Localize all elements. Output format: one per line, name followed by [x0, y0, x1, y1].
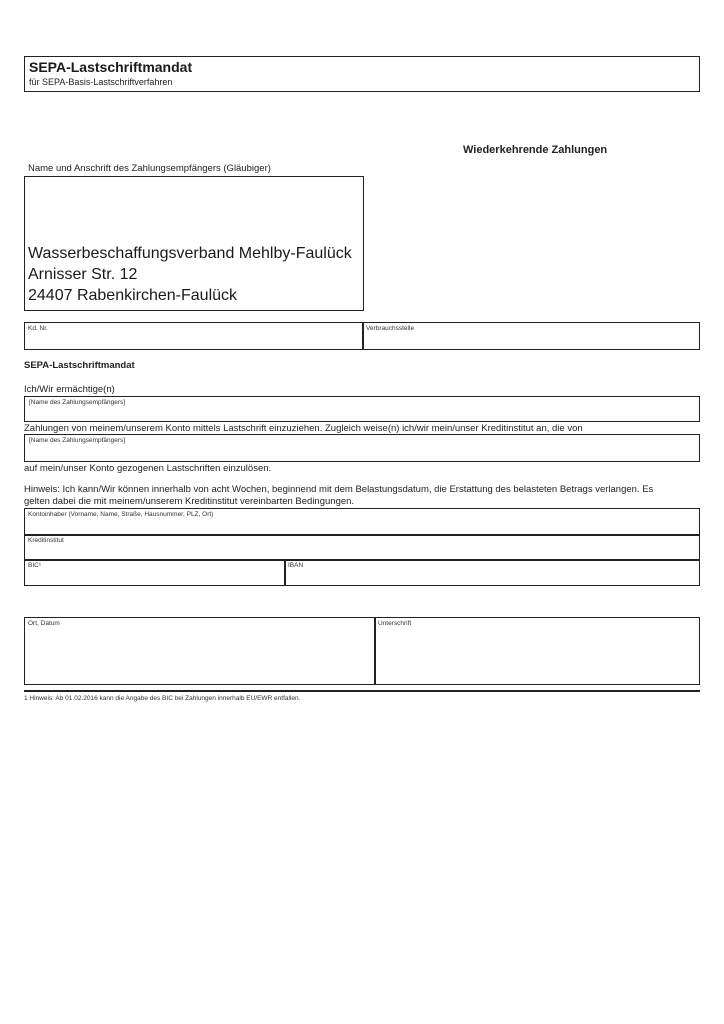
authorize-text: Ich/Wir ermächtige(n) — [24, 384, 115, 395]
consumption-point-field[interactable] — [362, 322, 700, 350]
creditor-name: Wasserbeschaffungsverband Mehlby-Faulück — [28, 245, 352, 262]
mandate-heading: SEPA-Lastschriftmandat — [24, 360, 135, 371]
customer-number-label: Kd. Nr. — [28, 325, 48, 332]
payment-type: Wiederkehrende Zahlungen — [463, 144, 608, 156]
notice-line-2: gelten dabei die mit meinem/unserem Kreditinstitut vereinbarten Bedingungen. — [24, 496, 355, 507]
creditor-label: Name und Anschrift des Zahlungsempfängers (Gläubiger) — [28, 163, 271, 174]
form-subtitle: für SEPA-Basis-Lastschriftverfahren — [29, 77, 173, 87]
account-holder-label: Kontoinhaber (Vorname, Name, Straße, Hausnummer, PLZ, Ort) — [28, 511, 214, 518]
iban-label: IBAN — [288, 562, 304, 569]
account-holder-field[interactable] — [24, 508, 700, 536]
footnote: 1 Hinweis: Ab 01.02.2016 kann die Angabe des BIC bei Zahlungen innerhalb EU/EWR entfallen. — [24, 695, 301, 702]
creditor-street: Arnisser Str. 12 — [28, 266, 138, 283]
signature-label: Unterschrift — [378, 620, 412, 627]
footnote-divider — [24, 690, 700, 692]
form-title: SEPA-Lastschriftmandat — [29, 59, 193, 75]
bic-label: BIC¹ — [28, 562, 41, 569]
consumption-point-label: Verbrauchsstelle — [366, 325, 415, 332]
customer-number-field[interactable] — [24, 322, 364, 350]
payee-name-field-1[interactable] — [24, 396, 700, 422]
bank-label: Kreditinstitut — [28, 537, 64, 544]
bank-field[interactable] — [24, 534, 700, 561]
signature-field[interactable] — [374, 617, 700, 685]
place-date-field[interactable] — [24, 617, 376, 685]
header-box — [24, 56, 700, 92]
payee-name-label-1: [Name des Zahlungsempfängers] — [29, 399, 126, 406]
payee-name-label-2: [Name des Zahlungsempfängers] — [29, 437, 126, 444]
collection-text: Zahlungen von meinem/unserem Konto mittels Lastschrift einzuziehen. Zugleich weise(n) ich/wir mein/unser Kreditinstitut an, die von — [24, 423, 583, 434]
creditor-city: 24407 Rabenkirchen-Faulück — [28, 287, 238, 304]
iban-field[interactable] — [284, 559, 700, 586]
place-date-label: Ort, Datum — [28, 620, 60, 627]
creditor-box — [24, 176, 364, 311]
payee-name-field-2[interactable] — [24, 434, 700, 462]
bic-field[interactable] — [24, 559, 286, 586]
notice-line-1: Hinweis: Ich kann/Wir können innerhalb von acht Wochen, beginnend mit dem Belastungsdatum, die Erstattung des belasteten Betrags verlangen. Es — [24, 484, 654, 495]
redeem-text: auf mein/unser Konto gezogenen Lastschriften einzulösen. — [24, 463, 272, 474]
